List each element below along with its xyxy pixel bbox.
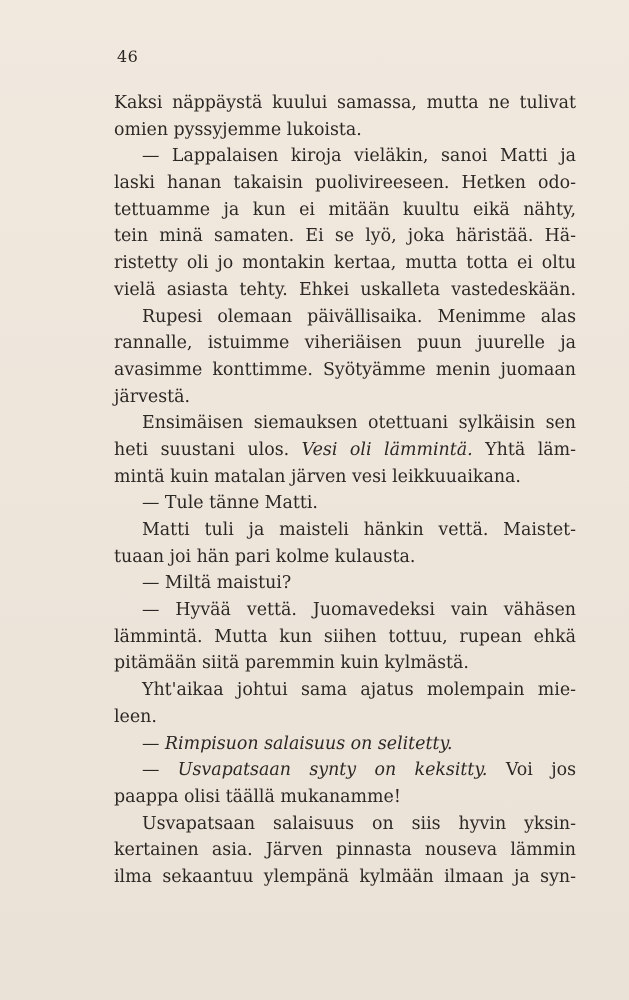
- text-segment: Ensimäisen siemauksen otettuani sylkäisin sen: [142, 413, 576, 434]
- text-segment: Rupesi olemaan päivällisaika. Menimme alas: [142, 306, 576, 327]
- text-segment: — Miltä maistui?: [142, 573, 292, 594]
- text-line: [114, 624, 576, 651]
- italic-text-segment: Usvapatsaan synty on keksitty.: [177, 760, 488, 781]
- text-line: [114, 304, 576, 331]
- text-line: [114, 90, 576, 117]
- text-segment: mintä kuin matalan järven vesi leikkuuaikana.: [114, 466, 521, 487]
- text-line: [114, 597, 576, 624]
- text-line: [114, 330, 576, 357]
- text-segment: laski hanan takaisin puolivireeseen. Hetken odo-: [114, 173, 576, 194]
- text-segment: tettuamme ja kun ei mitään kuultu eikä nähty,: [114, 199, 576, 220]
- text-line: [114, 464, 576, 491]
- text-segment: Kaksi näppäystä kuului samassa, mutta ne tulivat: [114, 93, 576, 113]
- text-segment: — Tule tänne Matti.: [142, 493, 318, 514]
- text-line: [114, 757, 576, 784]
- text-line: [114, 570, 576, 597]
- text-line: [114, 410, 576, 437]
- text-line: [114, 357, 576, 384]
- text-segment: järvestä.: [114, 386, 190, 407]
- text-line: [114, 170, 576, 197]
- text-segment: omien pyssyjemme lukoista.: [114, 119, 362, 140]
- text-segment: pitämään siitä paremmin kuin kylmästä.: [114, 653, 469, 674]
- text-segment: —: [142, 733, 165, 754]
- text-line: [114, 517, 576, 544]
- text-segment: ilma sekaantuu ylempänä kylmään ilmaan ja syn-: [114, 866, 576, 887]
- text-segment: leen.: [114, 706, 157, 727]
- text-segment: paappa olisi täällä mukanamme!: [114, 786, 401, 807]
- text-segment: Matti tuli ja maisteli hänkin vettä. Maistet-: [142, 520, 576, 540]
- text-segment: Voi jos: [487, 760, 576, 781]
- text-segment: tein minä samaten. Ei se lyö, joka häristää. Hä-: [114, 226, 576, 247]
- text-segment: kertainen asia. Järven pinnasta nouseva lämmin: [114, 840, 576, 861]
- text-line: [114, 384, 576, 411]
- text-line: [114, 650, 576, 677]
- text-line: [114, 490, 576, 517]
- body-text: [114, 90, 576, 891]
- text-line: [114, 223, 576, 250]
- text-line: [114, 811, 576, 838]
- text-line: [114, 544, 576, 571]
- text-line: [114, 837, 576, 864]
- text-segment: ristetty oli jo montakin kertaa, mutta totta ei oltu: [114, 253, 576, 274]
- text-segment: rannalle, istuimme viheriäisen puun juurelle ja: [114, 333, 576, 354]
- text-line: [114, 437, 576, 464]
- page-number: 46: [117, 47, 139, 66]
- text-line: [114, 197, 576, 224]
- italic-text-segment: Vesi oli lämmintä.: [301, 439, 473, 460]
- text-line: [114, 864, 576, 891]
- text-line: [114, 731, 576, 758]
- text-segment: heti suustani ulos.: [114, 439, 302, 460]
- text-segment: — Lappalaisen kiroja vieläkin, sanoi Matti ja: [142, 146, 576, 167]
- text-line: [114, 143, 576, 170]
- text-segment: — Hyvää vettä. Juomavedeksi vain vähäsen: [142, 600, 576, 621]
- text-line: [114, 250, 576, 277]
- text-segment: vielä asiasta tehty. Ehkei uskalleta vastedeskään.: [114, 279, 576, 300]
- text-segment: —: [142, 760, 178, 781]
- text-segment: lämmintä. Mutta kun siihen tottuu, rupean ehkä: [114, 626, 576, 647]
- text-segment: tuaan joi hän pari kolme kulausta.: [114, 546, 416, 567]
- text-segment: Yht'aikaa johtui sama ajatus molempain mie-: [142, 680, 576, 701]
- text-line: [114, 784, 576, 811]
- text-segment: Usvapatsaan salaisuus on siis hyvin yksin-: [142, 813, 576, 834]
- text-line: [114, 277, 576, 304]
- text-line: [114, 704, 576, 731]
- text-line: [114, 117, 576, 144]
- italic-text-segment: Rimpisuon salaisuus on selitetty.: [164, 733, 453, 754]
- text-line: [114, 677, 576, 704]
- text-segment: avasimme konttimme. Syötyämme menin juomaan: [114, 359, 576, 380]
- text-segment: Yhtä läm-: [472, 439, 577, 460]
